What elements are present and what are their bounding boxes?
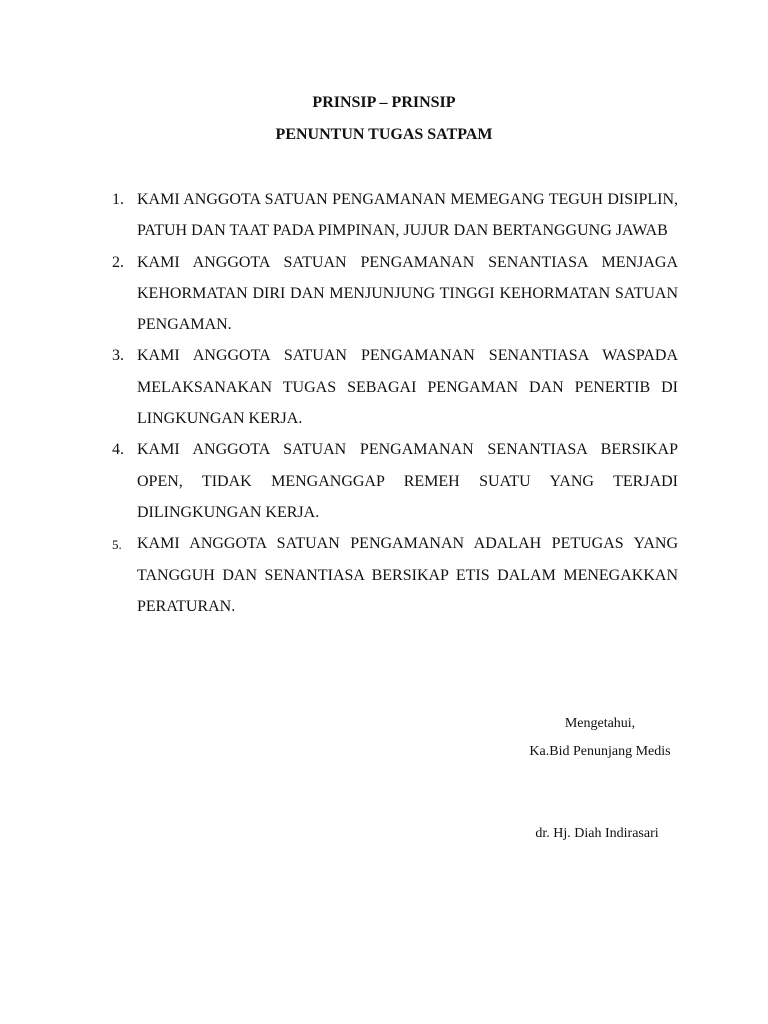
list-item-text: KAMI ANGGOTA SATUAN PENGAMANAN SENANTIASA WASPADA MELAKSANAKAN TUGAS SEBAGAI PENGAMAN DAN PENERTIB DI LINGKUNGAN KERJA. — [137, 347, 678, 428]
list-item — [112, 340, 678, 434]
list-item-number: 4. — [112, 441, 124, 459]
list-item — [112, 528, 678, 622]
signature-position: Ka.Bid Penunjang Medis — [529, 744, 671, 759]
list-item-text: KAMI ANGGOTA SATUAN PENGAMANAN ADALAH PETUGAS YANG TANGGUH DAN SENANTIASA BERSIKAP ETIS DALAM MENEGAKKAN PERATURAN. — [137, 535, 678, 615]
signature-name: dr. Hj. Diah Indirasari — [535, 826, 659, 841]
signature-acknowledged: Mengetahui, — [564, 716, 636, 731]
principles-list — [112, 184, 678, 622]
document-title: PRINSIP – PRINSIP — [312, 94, 456, 111]
list-item-number: 5. — [112, 537, 122, 553]
list-item-text: KAMI ANGGOTA SATUAN PENGAMANAN SENANTIASA BERSIKAP OPEN, TIDAK MENGANGGAP REMEH SUATU YANG TERJADI DILINGKUNGAN KERJA. — [137, 441, 678, 521]
list-item — [112, 184, 678, 247]
list-item — [112, 247, 678, 341]
list-item-number: 1. — [112, 191, 124, 208]
list-item-number: 3. — [112, 347, 124, 365]
list-item-text: KAMI ANGGOTA SATUAN PENGAMANAN MEMEGANG TEGUH DISIPLIN, PATUH DAN TAAT PADA PIMPINAN, JUJUR DAN BERTANGGUNG JAWAB — [137, 191, 678, 240]
document-subtitle: PENUNTUN TUGAS SATPAM — [275, 126, 493, 143]
list-item — [112, 434, 678, 528]
list-item-number: 2. — [112, 253, 124, 271]
list-item-text: KAMI ANGGOTA SATUAN PENGAMANAN SENANTIASA MENJAGA KEHORMATAN DIRI DAN MENJUNJUNG TINGGI KEHORMATAN SATUAN PENGAMAN. — [137, 253, 678, 334]
